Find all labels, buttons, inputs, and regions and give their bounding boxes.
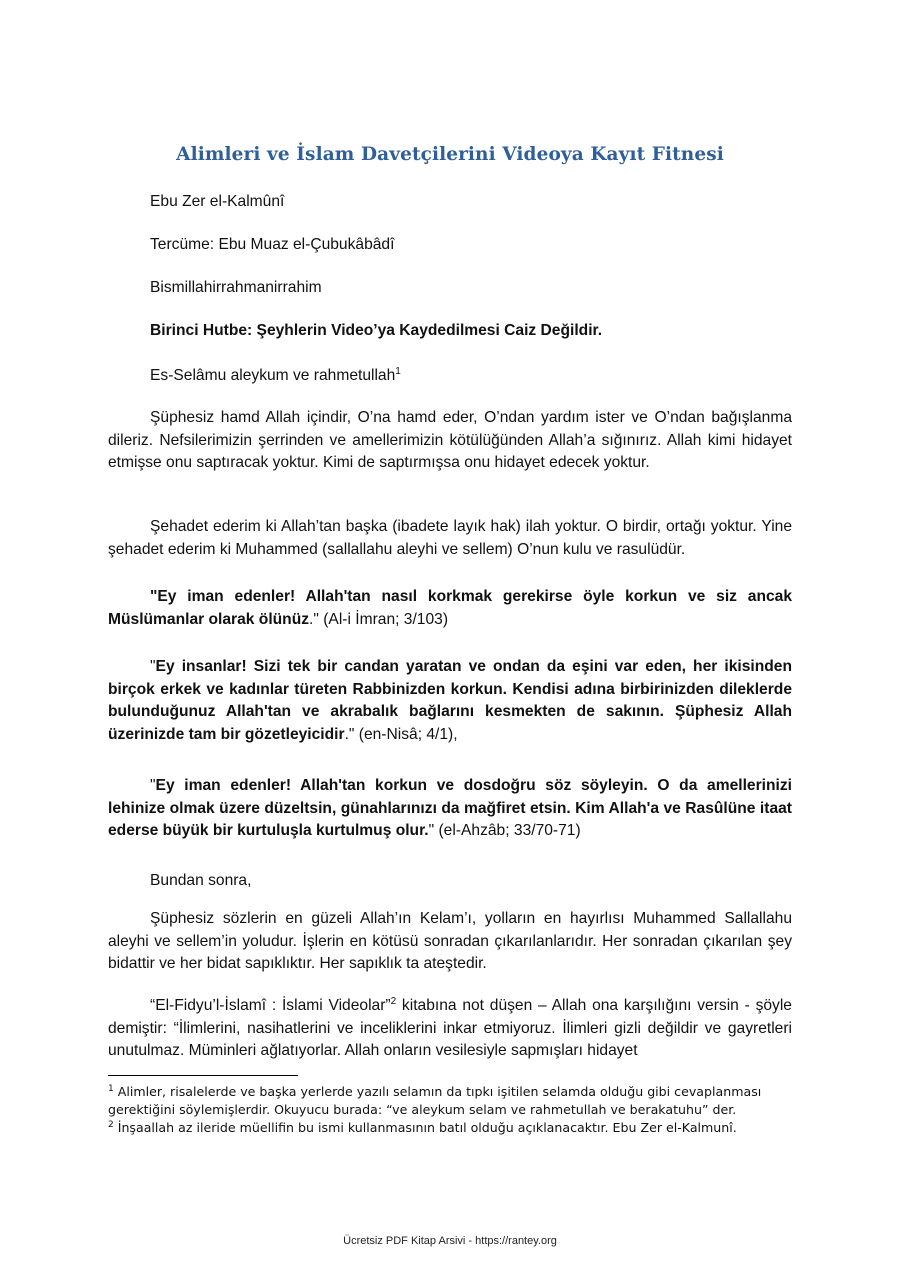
- translator-line: Tercüme: Ebu Muaz el-Çubukâbâdî: [150, 236, 395, 253]
- verse-al-imran-text: "Ey iman edenler! Allah'tan nasıl korkmak gerekirse öyle korkun ve siz ancak Müslümanlar olarak ölünüz: [108, 588, 792, 628]
- footnote-1: [108, 1083, 788, 1119]
- footnote-2-number: 2: [108, 1120, 114, 1130]
- document-title: Alimleri ve İslam Davetçilerini Videoya Kayıt Fitnesi: [176, 144, 724, 165]
- greeting-line: [150, 365, 401, 387]
- greeting-text: Es-Selâmu aleykum ve rahmetullah: [150, 367, 396, 384]
- transition-line: Bundan sonra,: [150, 872, 252, 889]
- book-title-quote: “El-Fidyu’l-İslamî : İslami Videolar”: [150, 997, 391, 1014]
- verse-al-imran: [108, 586, 792, 631]
- sermon-heading: Birinci Hutbe: Şeyhlerin Video’ya Kaydedilmesi Caiz Değildir.: [150, 322, 603, 339]
- footnote-ref-2[interactable]: 2: [390, 996, 397, 1007]
- footnote-1-text: Alimler, risalelerde ve başka yerlerde yazılı selamın da tıpkı işitilen selamda olduğu gibi cevaplanması gerektiğini söylemişlerdir. Okuyucu burada: “ve aleykum selam ve rahmetullah ve berakatuhu” der.: [108, 1084, 762, 1117]
- verse-nisa-ref: ." (en-Nisâ; 4/1),: [344, 725, 458, 743]
- author-line: Ebu Zer el-Kalmûnî: [150, 193, 285, 210]
- paragraph-praise: Şüphesiz hamd Allah içindir, O’na hamd eder, O’ndan yardım ister ve O’ndan bağışlanma dileriz. Nefsilerimizin şerrinden ve amellerimizin kötülüğünden Allah’a sığınırız. Allah kimi hidayet etmişse onu saptıracak yoktur. Kimi de saptırmışsa onu hidayet edecek yoktur.: [108, 409, 792, 471]
- footnote-ref-1[interactable]: 1: [395, 366, 401, 377]
- paragraph-testimony: Şehadet ederim ki Allah’tan başka (ibadete layık hak) ilah yoktur. O birdir, ortağı yoktur. Yine şehadet ederim ki Muhammed (sallallahu aleyhi ve sellem) O’nun kulu ve rasulüdür.: [108, 518, 792, 558]
- verse-ahzab-open: ": [150, 777, 156, 794]
- verse-nisa-text: Ey insanlar! Sizi tek bir candan yaratan ve ondan da eşini var eden, her ikisinden birçok erkek ve kadınlar türeten Rabbinizden korkun. Kendisi adına birbirinizden dileklerde bulunduğunuz Allah'tan ve akrabalık bağlarını kesmekten de sakının. Şüphesiz Allah üzerinizde tam bir gözetleyicidir: [108, 658, 792, 743]
- verse-nisa: [108, 656, 792, 746]
- verse-ahzab: [108, 775, 792, 843]
- page-footer: Ücretsiz PDF Kitap Arsivi - https://rantey.org: [343, 1235, 557, 1247]
- paragraph-best-speech: Şüphesiz sözlerin en güzeli Allah’ın Kelam’ı, yolların en hayırlısı Muhammed Sallallahu aleyhi ve sellem’in yoludur. İşlerin en kötüsü sonradan çıkarılanlarıdır. Her sonradan çıkarılan şey bidattir ve her bidat sapıklıktır. Her sapıklık ta ateştedir.: [108, 910, 792, 972]
- footnote-2: [108, 1119, 788, 1137]
- basmala-line: Bismillahirrahmanirrahim: [150, 279, 322, 296]
- verse-nisa-open: ": [150, 658, 156, 675]
- footnote-separator: [108, 1075, 298, 1076]
- paragraph-islamic-videos-text: kitabına not düşen – Allah ona karşılığını versin - şöyle demiştir: “İlimlerini, nasihatlerini ve inceliklerini inkar etmiyoruz. İlimleri gizli değildir ve gayretleri unutulmaz. Müminleri ağlatıyorlar. Allah onların vesilesiyle sapmışları hidayet: [108, 997, 792, 1059]
- verse-ahzab-ref: " (el-Ahzâb; 33/70-71): [428, 822, 581, 839]
- footnotes: [108, 1083, 788, 1137]
- footnote-2-text: İnşaallah az ileride müellifin bu ismi kullanmasının batıl olduğu açıklanacaktır. Ebu Zer el-Kalmunî.: [113, 1120, 737, 1135]
- footnote-1-number: 1: [108, 1084, 114, 1094]
- verse-al-imran-ref: ." (Al-i İmran; 3/103): [309, 610, 449, 628]
- verse-ahzab-text: Ey iman edenler! Allah'tan korkun ve dosdoğru söz söyleyin. O da amellerinizi lehinize olmak üzere düzeltsin, günahlarınızı da mağfiret etsin. Kim Allah'a ve Rasûlüne itaat ederse büyük bir kurtuluşla kurtulmuş olur.: [108, 777, 792, 839]
- paragraph-islamic-videos: [108, 995, 792, 1063]
